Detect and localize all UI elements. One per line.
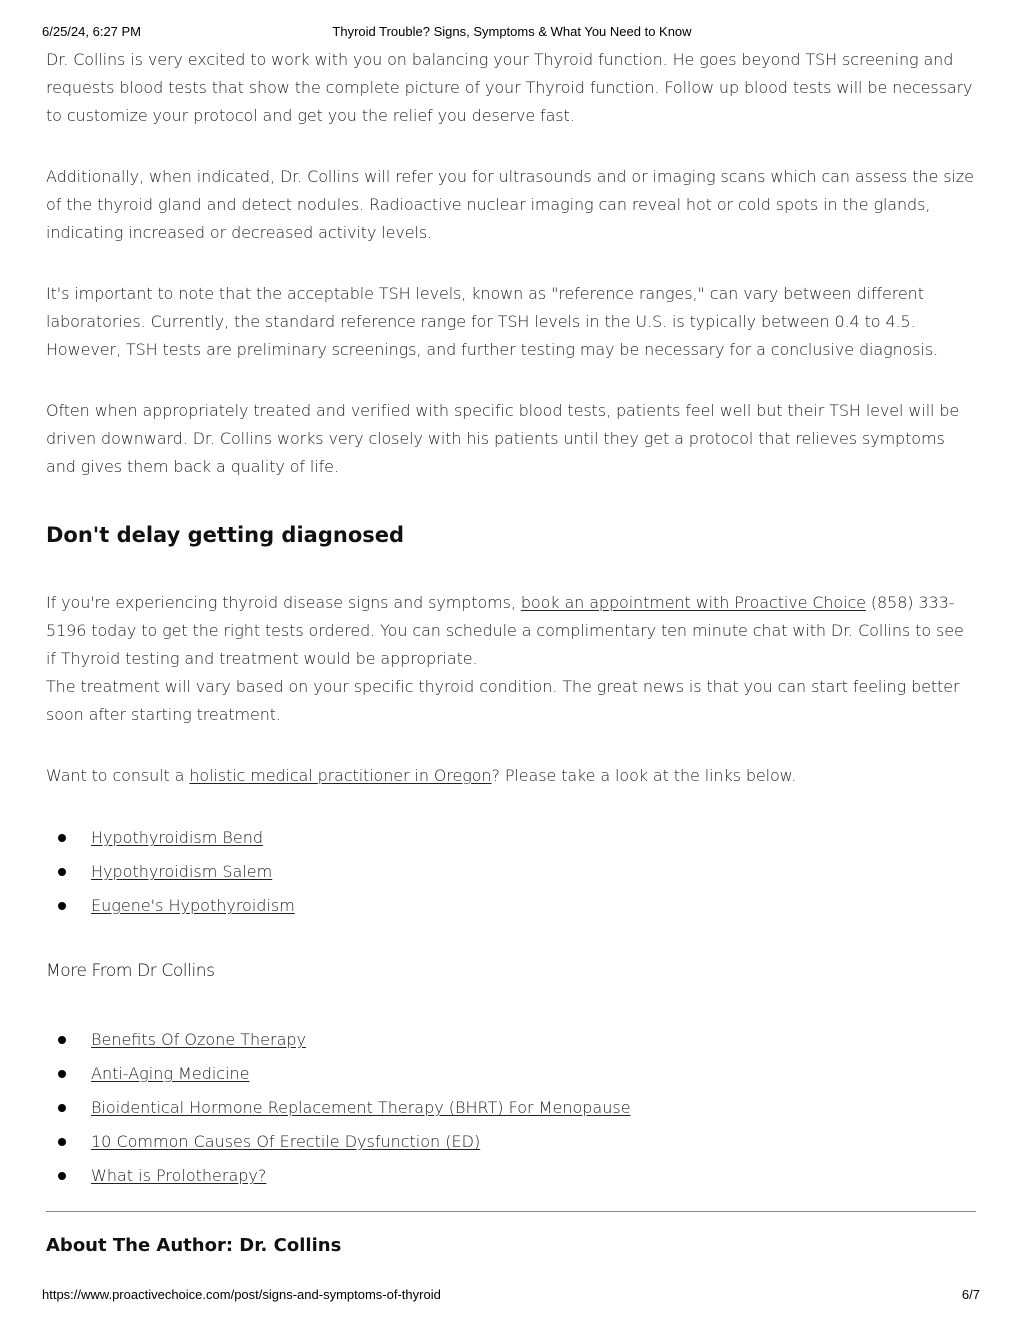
erectile-dysfunction-link[interactable]: 10 Common Causes Of Erectile Dysfunction (ED) <box>91 1132 481 1151</box>
list-item <box>91 1091 976 1125</box>
heading-about-author: About The Author: Dr. Collins <box>46 1235 342 1256</box>
paragraph-treatment-verification: Often when appropriately treated and verified with specific blood tests, patients feel well but their TSH level will be driven downward. Dr. Collins works very closely with his patients until they get a protocol that relieves symptoms and gives them back a quality of life. <box>46 401 960 476</box>
list-item <box>91 1125 976 1159</box>
bullet-icon <box>58 1104 66 1112</box>
print-footer <box>0 1287 1024 1303</box>
text-book-before: If you're experiencing thyroid disease signs and symptoms, <box>46 593 521 612</box>
print-url: https://www.proactivechoice.com/post/signs-and-symptoms-of-thyroid <box>42 1287 441 1302</box>
oregon-links-list <box>46 821 976 923</box>
list-item <box>91 1023 976 1057</box>
hypothyroidism-bend-link[interactable]: Hypothyroidism Bend <box>91 828 264 847</box>
list-item <box>91 1159 976 1193</box>
anti-aging-medicine-link[interactable]: Anti-Aging Medicine <box>91 1064 250 1083</box>
print-header <box>0 24 1024 40</box>
paragraph-book-appointment <box>46 589 976 673</box>
book-appointment-link[interactable]: book an appointment with Proactive Choice <box>520 593 866 612</box>
bhrt-menopause-link[interactable]: Bioidentical Hormone Replacement Therapy (BHRT) For Menopause <box>91 1098 631 1117</box>
print-datetime: 6/25/24, 6:27 PM <box>42 24 142 39</box>
section-divider <box>46 1211 976 1212</box>
eugene-hypothyroidism-link[interactable]: Eugene's Hypothyroidism <box>91 896 295 915</box>
list-item <box>91 821 976 855</box>
paragraph-blood-tests: Dr. Collins is very excited to work with you on balancing your Thyroid function. He goes beyond TSH screening and requests blood tests that show the complete picture of your Thyroid function. Follow up blood tests will be necessary to customize your protocol and get you the relief you deserve fast. <box>46 50 973 125</box>
paragraph-imaging: Additionally, when indicated, Dr. Collins will refer you for ultrasounds and or imaging scans which can assess the size of the thyroid gland and detect nodules. Radioactive nuclear imaging can reveal hot or cold spots in the glands, indicating increased or decreased activity levels. <box>46 167 974 242</box>
list-item <box>91 1057 976 1091</box>
text-consult-after: ? Please take a look at the links below. <box>491 766 797 785</box>
list-item <box>91 889 976 923</box>
heading-more-from-dr-collins: More From Dr Collins <box>46 961 215 981</box>
text-consult-before: Want to consult a <box>46 766 190 785</box>
bullet-icon <box>58 902 66 910</box>
print-page-title: Thyroid Trouble? Signs, Symptoms & What You Need to Know <box>332 24 692 39</box>
ozone-therapy-link[interactable]: Benefits Of Ozone Therapy <box>91 1030 307 1049</box>
bullet-icon <box>58 1138 66 1146</box>
text-book-after: (858) 333-5196 today to get the right tests ordered. You can schedule a complimentary ten minute chat with Dr. Collins to see if Thyroid testing and treatment would be appropriate. <box>46 593 964 668</box>
paragraph-treatment-varies: The treatment will vary based on your specific thyroid condition. The great news is that you can start feeling better soon after starting treatment. <box>46 677 960 724</box>
paragraph-reference-ranges: It's important to note that the acceptable TSH levels, known as "reference ranges," can vary between different laboratories. Currently, the standard reference range for TSH levels in the U.S. is typically between 0.4 to 4.5. However, TSH tests are preliminary screenings, and further testing may be necessary for a conclusive diagnosis. <box>46 284 939 359</box>
bullet-icon <box>58 1036 66 1044</box>
heading-dont-delay: Don't delay getting diagnosed <box>46 523 405 547</box>
hypothyroidism-salem-link[interactable]: Hypothyroidism Salem <box>91 862 273 881</box>
bullet-icon <box>58 834 66 842</box>
prolotherapy-link[interactable]: What is Prolotherapy? <box>91 1166 267 1185</box>
holistic-practitioner-oregon-link[interactable]: holistic medical practitioner in Oregon <box>189 766 492 785</box>
article-content <box>46 46 976 1258</box>
bullet-icon <box>58 868 66 876</box>
paragraph-consult-oregon <box>46 762 976 790</box>
list-item <box>91 855 976 889</box>
print-page-number: 6/7 <box>961 1287 980 1302</box>
bullet-icon <box>58 1172 66 1180</box>
bullet-icon <box>58 1070 66 1078</box>
more-from-links-list <box>46 1023 976 1193</box>
